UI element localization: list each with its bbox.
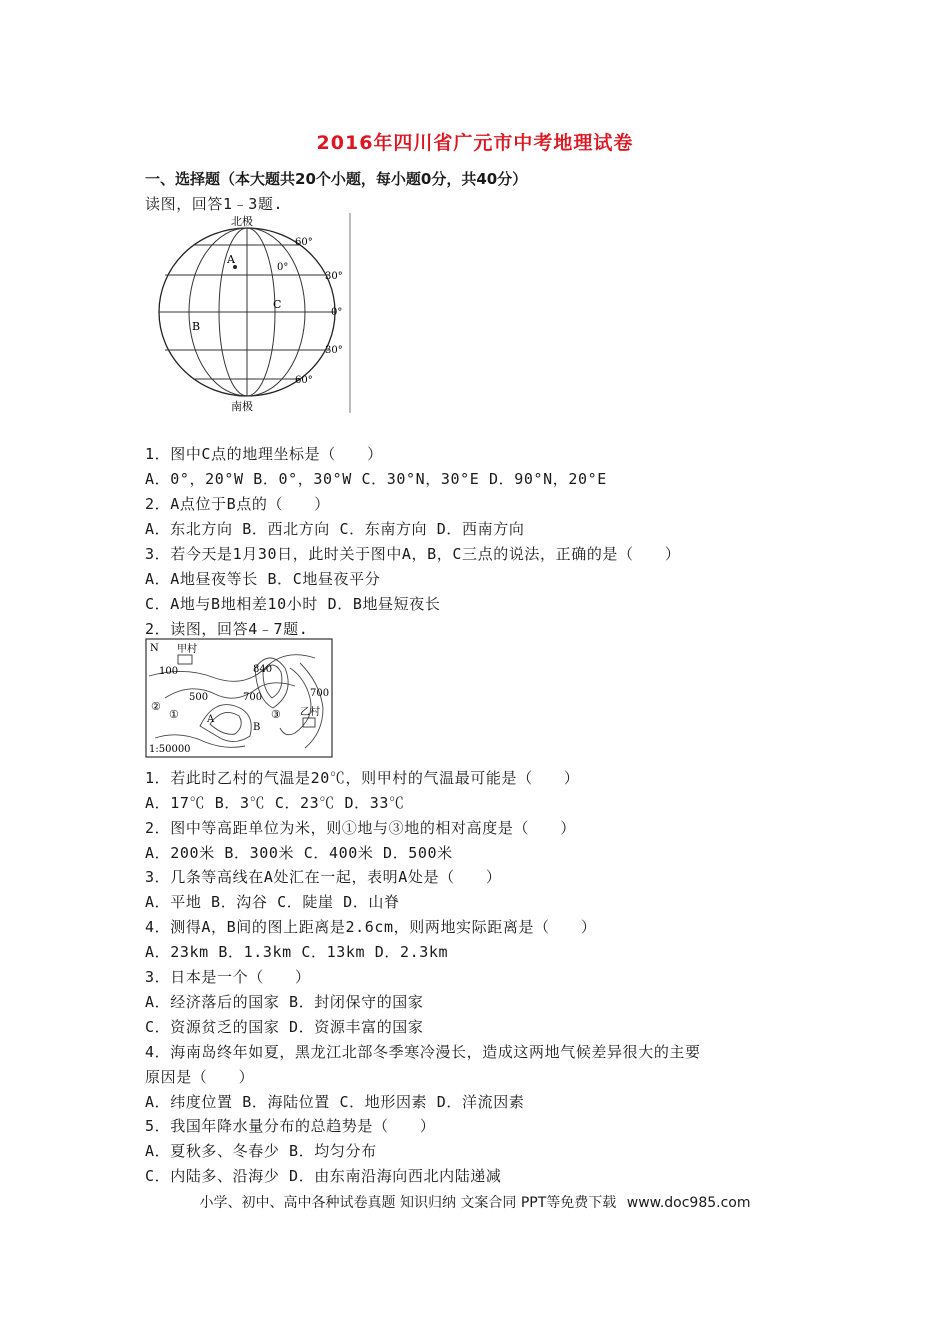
question-line: 4．海南岛终年如夏，黑龙江北部冬季寒冷漫长，造成这两地气候差异很大的主要 bbox=[145, 1043, 701, 1061]
options-line: A．23km B．1.3km C．13km D．2.3km bbox=[145, 943, 449, 961]
contour-700-label: 700 bbox=[310, 688, 330, 699]
point-c-label: C bbox=[273, 298, 282, 311]
question-line: 1．图中C点的地理坐标是（ ） bbox=[145, 445, 383, 463]
north-pole-label: 北极 bbox=[231, 215, 253, 228]
options-line: A．0°，20°W B．0°，30°W C．30°N，30°E D．90°N，20°E bbox=[145, 470, 607, 488]
lat-60s-label: 60° bbox=[295, 375, 313, 386]
question-line: 1．若此时乙村的气温是20℃，则甲村的气温最可能是（ ） bbox=[145, 769, 580, 787]
question-line: 2．A点位于B点的（ ） bbox=[145, 495, 330, 513]
options-line: A．夏秋多、冬春少 B．均匀分布 bbox=[145, 1142, 377, 1160]
contour-100-label: 100 bbox=[159, 666, 179, 677]
question-prompt: 读图，回答1﹣3题. bbox=[145, 195, 284, 213]
contour-840-label: 840 bbox=[253, 664, 273, 675]
map-scale-label: 1:50000 bbox=[149, 744, 191, 755]
north-arrow-label: N bbox=[150, 643, 159, 654]
lon-0-label: 0° bbox=[277, 262, 289, 273]
map-point-a-label: A bbox=[207, 714, 215, 725]
section-heading: 一、选择题（本大题共20个小题，每小题0分，共40分） bbox=[145, 170, 528, 188]
footer-url-link[interactable]: www.doc985.com bbox=[626, 1195, 751, 1211]
globe-figure bbox=[145, 213, 355, 419]
options-line: A．纬度位置 B．海陆位置 C．地形因素 D．洋流因素 bbox=[145, 1093, 525, 1111]
point-1-label: ① bbox=[169, 708, 179, 721]
page-title: 2016年四川省广元市中考地理试卷 bbox=[316, 132, 634, 154]
point-2-label: ② bbox=[151, 700, 161, 713]
village-jia-label: 甲村 bbox=[177, 644, 197, 655]
point-b-label: B bbox=[192, 320, 201, 333]
page-footer bbox=[0, 1192, 950, 1212]
options-line: A．经济落后的国家 B．封闭保守的国家 bbox=[145, 993, 424, 1011]
village-yi-label: 乙村 bbox=[300, 707, 320, 718]
options-line: A．东北方向 B．西北方向 C．东南方向 D．西南方向 bbox=[145, 520, 525, 538]
point-a-label: A bbox=[227, 253, 235, 266]
lat-0-label: 0° bbox=[331, 307, 343, 318]
options-line: A．A地昼夜等长 B．C地昼夜平分 bbox=[145, 570, 381, 588]
question-line: 3．日本是一个（ ） bbox=[145, 968, 311, 986]
options-line: A．平地 B．沟谷 C．陡崖 D．山脊 bbox=[145, 893, 400, 911]
map-point-b-label: B bbox=[253, 722, 261, 733]
question-line: 4．测得A，B间的图上距离是2.6cm，则两地实际距离是（ ） bbox=[145, 918, 597, 936]
options-line: C．A地与B地相差10小时 D．B地昼短夜长 bbox=[145, 595, 441, 613]
question-line: 5．我国年降水量分布的总趋势是（ ） bbox=[145, 1117, 436, 1135]
options-line: A．17℃ B．3℃ C．23℃ D．33℃ bbox=[145, 794, 405, 812]
contour-500-label: 500 bbox=[189, 692, 209, 703]
options-line: C．资源贫乏的国家 D．资源丰富的国家 bbox=[145, 1018, 424, 1036]
options-line: A．200米 B．300米 C．400米 D．500米 bbox=[145, 844, 453, 862]
question-prompt: 2．读图，回答4﹣7题. bbox=[145, 620, 309, 638]
footer-text: 小学、初中、高中各种试卷真题 知识归纳 文案合同 PPT等免费下载 bbox=[199, 1195, 617, 1211]
lat-30s-label: 30° bbox=[325, 345, 343, 356]
question-line: 2．图中等高距单位为米，则①地与③地的相对高度是（ ） bbox=[145, 819, 576, 837]
question-line: 3．若今天是1月30日，此时关于图中A，B，C三点的说法，正确的是（ ） bbox=[145, 545, 681, 563]
question-line-continued: 原因是（ ） bbox=[145, 1068, 255, 1086]
options-line: C．内陆多、沿海少 D．由东南沿海向西北内陆递减 bbox=[145, 1167, 502, 1185]
point-3-label: ③ bbox=[271, 708, 281, 721]
contour-map-figure bbox=[145, 638, 335, 764]
lat-60n-label: 60° bbox=[295, 237, 313, 248]
south-pole-label: 南极 bbox=[231, 400, 253, 413]
question-line: 3．几条等高线在A处汇在一起，表明A处是（ ） bbox=[145, 868, 502, 886]
lat-30n-label: 30° bbox=[325, 271, 343, 282]
contour-700-label: 700 bbox=[243, 692, 263, 703]
